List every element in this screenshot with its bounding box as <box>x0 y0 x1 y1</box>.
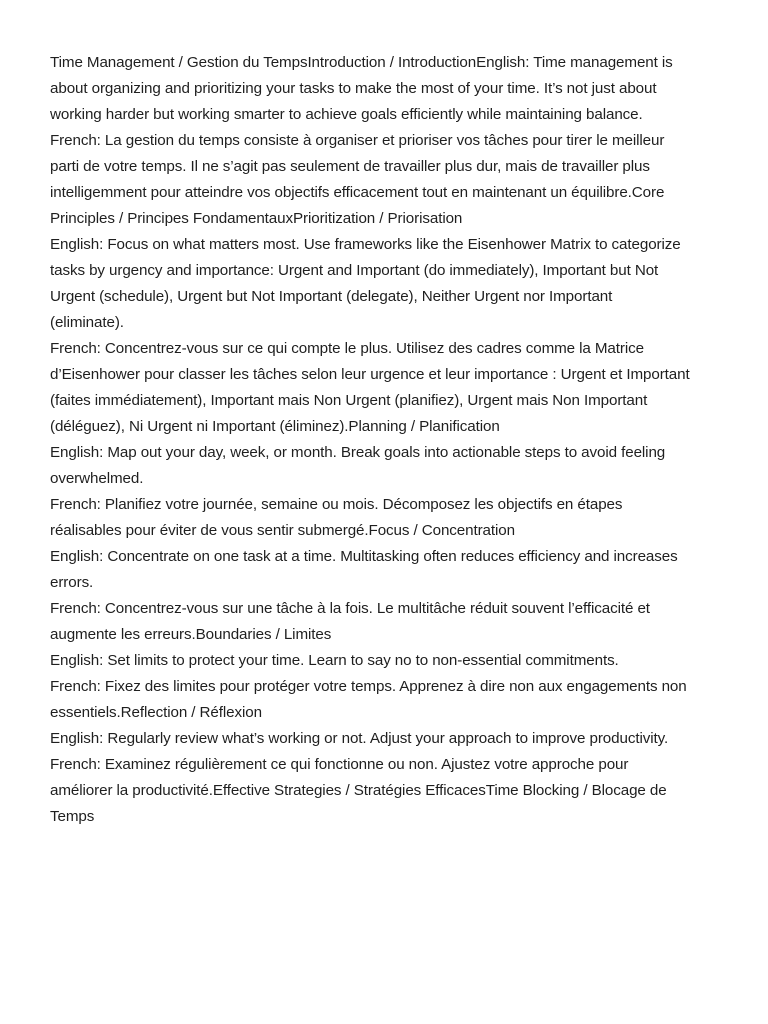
document-body <box>50 50 690 830</box>
paragraph-focus-english: English: Concentrate on one task at a time. Multitasking often reduces efficiency and increases errors. <box>50 548 678 591</box>
paragraph-focus-french: French: Concentrez-vous sur une tâche à la fois. Le multitâche réduit souvent l’efficacité et augmente les erreurs.Boundaries / Limites <box>50 600 650 643</box>
paragraph-boundaries-english: English: Set limits to protect your time. Learn to say no to non-essential commitments. <box>50 652 619 669</box>
paragraph-boundaries-french: French: Fixez des limites pour protéger votre temps. Apprenez à dire non aux engagements non essentiels.Reflection / Réflexion <box>50 678 687 721</box>
paragraph-planning-french: French: Planifiez votre journée, semaine ou mois. Décomposez les objectifs en étapes réalisables pour éviter de vous sentir submergé.Focus / Concentration <box>50 496 623 539</box>
paragraph-planning-english: English: Map out your day, week, or month. Break goals into actionable steps to avoid feeling overwhelmed. <box>50 444 666 487</box>
paragraph-reflection-french: French: Examinez régulièrement ce qui fonctionne ou non. Ajustez votre approche pour améliorer la productivité.Effective Strategies / Stratégies EfficacesTime Blocking / Blocage de Temps <box>50 756 667 825</box>
paragraph-introduction-english: Time Management / Gestion du TempsIntroduction / IntroductionEnglish: Time management is about organizing and prioritizing your tasks to make the most of your time. It’s not just about working harder but working smarter to achieve goals efficiently while maintaining balance. <box>50 54 673 123</box>
paragraph-prioritization-french: French: Concentrez-vous sur ce qui compte le plus. Utilisez des cadres comme la Matrice d’Eisenhower pour classer les tâches selon leur urgence et leur importance : Urgent et Important (faites immédiatement), Important mais Non Urgent (planifiez), Urgent mais Non Important (déléguez), Ni Urgent ni Important (éliminez).Planning / Planification <box>50 340 690 435</box>
paragraph-reflection-english: English: Regularly review what’s working or not. Adjust your approach to improve productivity. <box>50 730 669 747</box>
paragraph-prioritization-english: English: Focus on what matters most. Use frameworks like the Eisenhower Matrix to categorize tasks by urgency and importance: Urgent and Important (do immediately), Important but Not Urgent (schedule), Urgent but Not Important (delegate), Neither Urgent nor Important (eliminate). <box>50 236 681 331</box>
paragraph-introduction-french: French: La gestion du temps consiste à organiser et prioriser vos tâches pour tirer le meilleur parti de votre temps. Il ne s’agit pas seulement de travailler plus dur, mais de travailler plus intelligemment pour atteindre vos objectifs efficacement tout en maintenant un équilibre.Core Principles / Principes FondamentauxPrioritization / Priorisation <box>50 132 665 227</box>
